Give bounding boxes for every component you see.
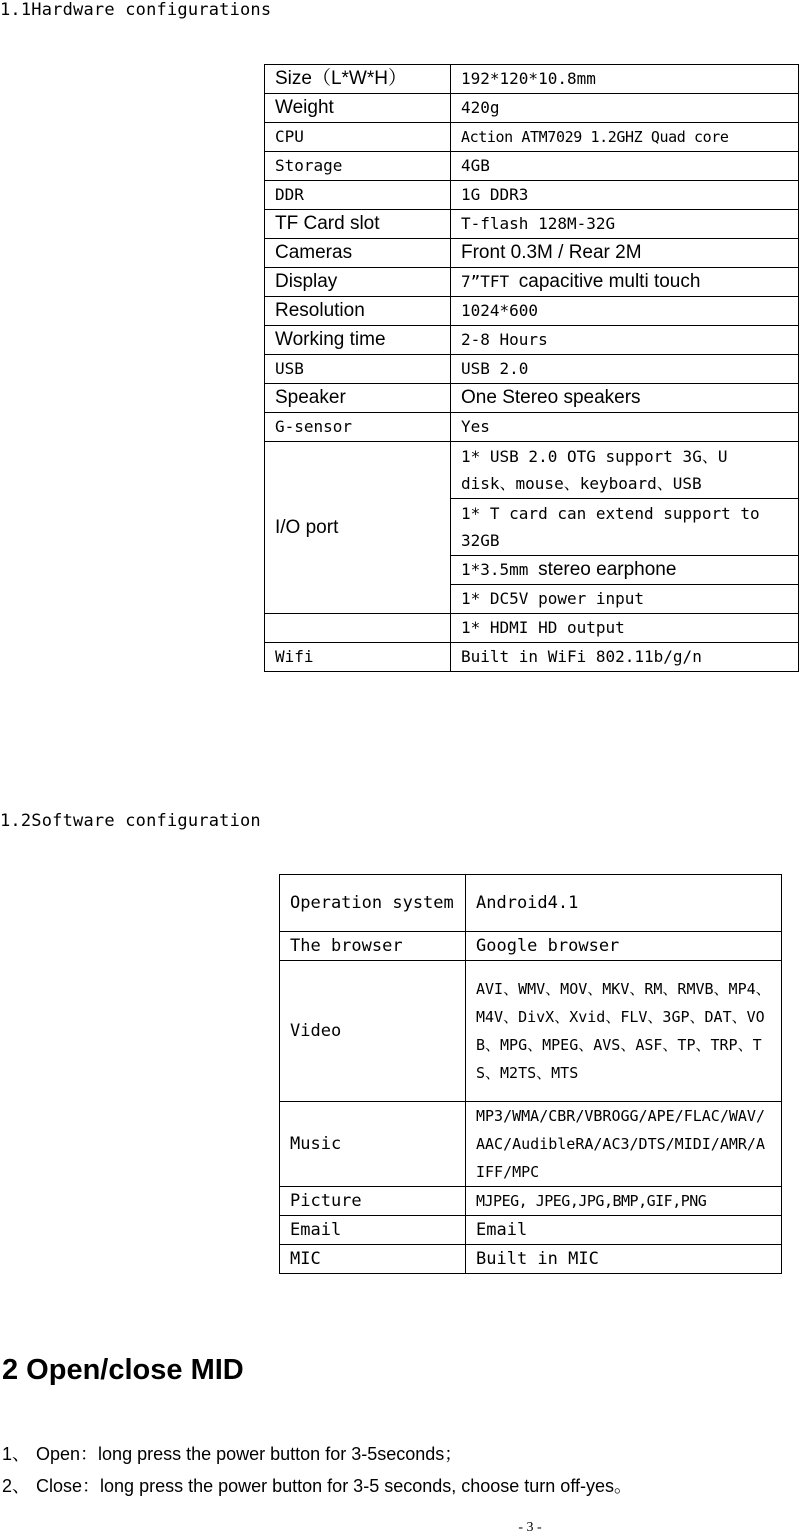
- spec-label: Speaker: [265, 384, 451, 413]
- spec-value: T-flash 128M-32G: [451, 210, 799, 239]
- table-row: [265, 268, 799, 297]
- spec-value: [451, 268, 799, 297]
- spec-value: Action ATM7029 1.2GHZ Quad core: [451, 123, 799, 152]
- step-number: 2、: [2, 1476, 31, 1496]
- spec-label: Display: [265, 268, 451, 297]
- spec-label: USB: [265, 355, 451, 384]
- spec-value: 1G DDR3: [451, 181, 799, 210]
- spec-value: Yes: [451, 413, 799, 442]
- table-row: [265, 355, 799, 384]
- io-port-item-prefix: 1*3.5mm: [461, 559, 539, 579]
- step-number: 1、: [2, 1444, 31, 1464]
- table-row: [280, 1187, 782, 1216]
- spec-value: 1024*600: [451, 297, 799, 326]
- io-port-label: I/O port: [265, 442, 451, 614]
- table-row: [280, 1245, 782, 1274]
- table-row: [265, 326, 799, 355]
- spec-value: Android4.1: [466, 875, 782, 932]
- step-text: Open：long press the power button for 3-5seconds；: [36, 1444, 463, 1464]
- table-row: [265, 239, 799, 268]
- io-port-item: 1* USB 2.0 OTG support 3G、U disk、mouse、keyboard、USB: [451, 442, 799, 499]
- spec-value: Front 0.3M / Rear 2M: [451, 239, 799, 268]
- spec-label: The browser: [280, 932, 466, 961]
- hdmi-output: 1* HDMI HD output: [451, 614, 799, 643]
- table-row: [265, 384, 799, 413]
- table-row: [265, 181, 799, 210]
- io-port-item: 1* DC5V power input: [451, 585, 799, 614]
- table-row: [265, 65, 799, 94]
- spec-value: MP3/WMA/CBR/VBROGG/APE/FLAC/WAV/AAC/AudibleRA/AC3/DTS/MIDI/AMR/AIFF/MPC: [466, 1102, 782, 1187]
- spec-label: Video: [280, 961, 466, 1102]
- spec-value: Email: [466, 1216, 782, 1245]
- spec-label: DDR: [265, 181, 451, 210]
- io-port-item: 1* T card can extend support to 32GB: [451, 499, 799, 556]
- section-heading-open-close: 2 Open/close MID: [2, 1354, 244, 1386]
- spec-value: MJPEG, JPEG,JPG,BMP,GIF,PNG: [466, 1187, 782, 1216]
- page-number: - 3 -: [518, 1520, 542, 1535]
- table-row: [280, 932, 782, 961]
- step-text: Close：long press the power button for 3-5 seconds, choose turn off-yes。: [36, 1476, 633, 1496]
- spec-value: 420g: [451, 94, 799, 123]
- table-row: [265, 413, 799, 442]
- table-row: [280, 1216, 782, 1245]
- display-size-text: 7”TFT: [461, 271, 519, 291]
- software-spec-table: [279, 874, 782, 1274]
- section-title-software: 1.2Software configuration: [0, 811, 261, 831]
- table-row: [265, 210, 799, 239]
- spec-label: TF Card slot: [265, 210, 451, 239]
- spec-value: 192*120*10.8mm: [451, 65, 799, 94]
- table-row: [280, 961, 782, 1102]
- empty-cell: [265, 614, 451, 643]
- table-row: [265, 442, 799, 499]
- spec-value: USB 2.0: [451, 355, 799, 384]
- instruction-step: [2, 1472, 632, 1498]
- table-row: [280, 875, 782, 932]
- spec-label: Picture: [280, 1187, 466, 1216]
- table-row: [265, 614, 799, 643]
- spec-label: Cameras: [265, 239, 451, 268]
- table-row: [265, 643, 799, 672]
- spec-label: CPU: [265, 123, 451, 152]
- spec-label: Music: [280, 1102, 466, 1187]
- spec-value: 4GB: [451, 152, 799, 181]
- spec-label: Size（L*W*H）: [265, 65, 451, 94]
- table-row: [265, 94, 799, 123]
- spec-label: Email: [280, 1216, 466, 1245]
- spec-label: Wifi: [265, 643, 451, 672]
- spec-label: Storage: [265, 152, 451, 181]
- display-type-text: capacitive multi touch: [518, 270, 701, 292]
- io-port-item-text: stereo earphone: [538, 558, 677, 580]
- table-row: [280, 1102, 782, 1187]
- spec-value: Built in MIC: [466, 1245, 782, 1274]
- spec-label: MIC: [280, 1245, 466, 1274]
- io-port-item: [451, 556, 799, 585]
- spec-value: Built in WiFi 802.11b/g/n: [451, 643, 799, 672]
- section-title-hardware: 1.1Hardware configurations: [0, 0, 272, 20]
- table-row: [265, 152, 799, 181]
- spec-label: Weight: [265, 94, 451, 123]
- spec-label: Working time: [265, 326, 451, 355]
- table-row: [265, 297, 799, 326]
- spec-label: Operation system: [280, 875, 466, 932]
- spec-value: One Stereo speakers: [451, 384, 799, 413]
- spec-value: Google browser: [466, 932, 782, 961]
- spec-value: 2-8 Hours: [451, 326, 799, 355]
- spec-label: G-sensor: [265, 413, 451, 442]
- spec-label: Resolution: [265, 297, 451, 326]
- hardware-spec-table: [264, 64, 799, 672]
- instruction-step: [2, 1440, 462, 1466]
- spec-value: AVI、WMV、MOV、MKV、RM、RMVB、MP4、M4V、DivX、Xvid、FLV、3GP、DAT、VOB、MPG、MPEG、AVS、ASF、TP、TRP、TS、M2TS、MTS: [466, 961, 782, 1102]
- table-row: [265, 123, 799, 152]
